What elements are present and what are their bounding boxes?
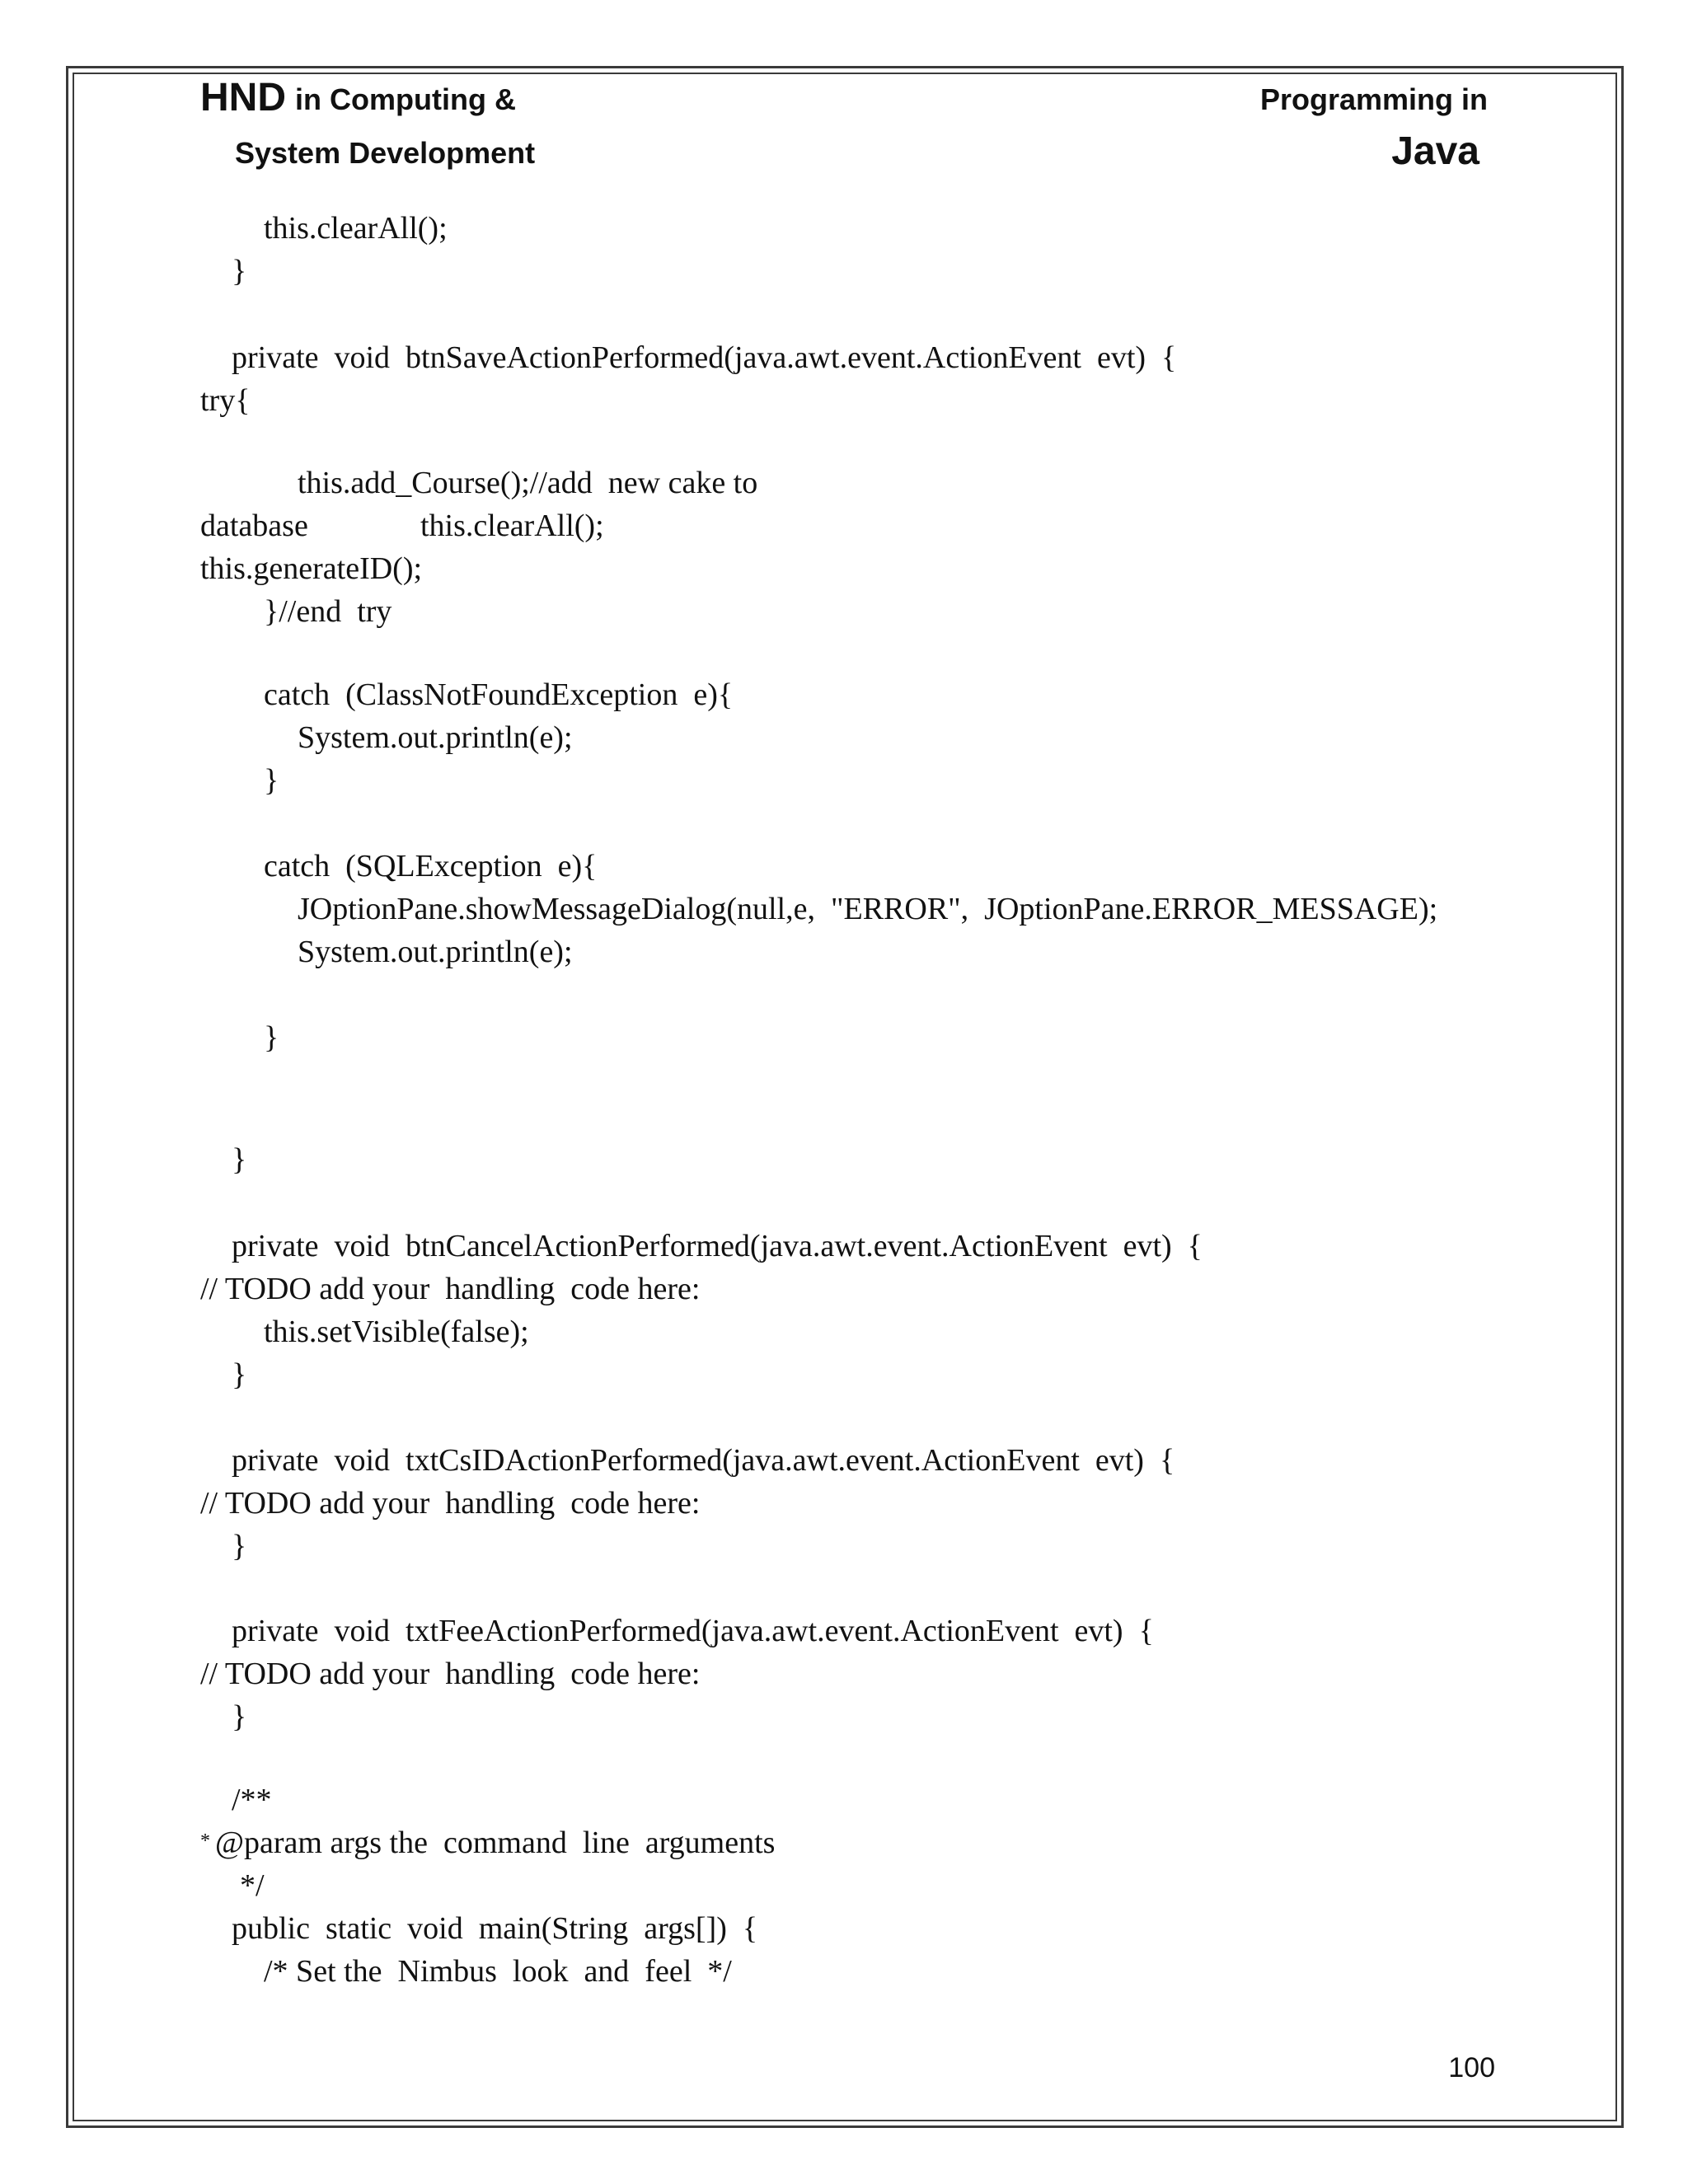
- code-line: }: [264, 1020, 279, 1055]
- code-line: }: [264, 763, 279, 798]
- code-line: this.setVisible(false);: [264, 1315, 529, 1349]
- code-line: }: [232, 1357, 247, 1392]
- code-bullet-asterisk: *: [200, 1830, 210, 1852]
- code-line: try{: [200, 383, 251, 418]
- header-programming-in: Programming in: [1259, 82, 1488, 116]
- code-line: }//end try: [264, 594, 392, 629]
- code-line: JOptionPane.showMessageDialog(null,e, "ERROR", JOptionPane.ERROR_MESSAGE);: [298, 892, 1438, 926]
- code-line: }: [232, 1529, 247, 1563]
- code-line: catch (SQLException e){: [264, 849, 598, 883]
- code-line: */: [240, 1868, 265, 1903]
- code-line: // TODO add your handling code here:: [200, 1657, 701, 1691]
- page-border-inner: [73, 73, 1617, 2121]
- code-line: }: [232, 254, 247, 288]
- code-line: /* Set the Nimbus look and feel */: [264, 1954, 732, 1989]
- code-line: database: [200, 509, 308, 543]
- code-line: private void txtFeeActionPerformed(java.awt.event.ActionEvent evt) {: [232, 1614, 1154, 1648]
- code-line: this.add_Course();//add new cake to: [298, 466, 758, 500]
- page-number: 100: [1448, 2052, 1495, 2083]
- code-line: private void txtCsIDActionPerformed(java.awt.event.ActionEvent evt) {: [232, 1443, 1175, 1478]
- header-hnd: HND: [200, 76, 286, 120]
- code-line: this.generateID();: [200, 551, 423, 586]
- code-line: System.out.println(e);: [298, 720, 573, 755]
- code-line: // TODO add your handling code here:: [200, 1486, 701, 1521]
- code-line: this.clearAll();: [264, 211, 448, 246]
- header-system-development: System Development: [235, 136, 536, 170]
- code-line: public static void main(String args[]) {: [232, 1911, 758, 1946]
- header-computing: in Computing &: [295, 82, 516, 116]
- header-java: Java: [1391, 129, 1479, 173]
- code-line: System.out.println(e);: [298, 935, 573, 969]
- code-line: }: [232, 1699, 247, 1734]
- code-line: /**: [232, 1783, 272, 1817]
- code-line: }: [232, 1142, 247, 1177]
- code-line: private void btnCancelActionPerformed(java.awt.event.ActionEvent evt) {: [232, 1229, 1203, 1263]
- code-line: this.clearAll();: [420, 509, 604, 543]
- code-line: @param args the command line arguments: [215, 1825, 776, 1860]
- code-line: private void btnSaveActionPerformed(java.awt.event.ActionEvent evt) {: [232, 340, 1177, 375]
- code-line: // TODO add your handling code here:: [200, 1272, 701, 1306]
- code-line: catch (ClassNotFoundException e){: [264, 677, 734, 712]
